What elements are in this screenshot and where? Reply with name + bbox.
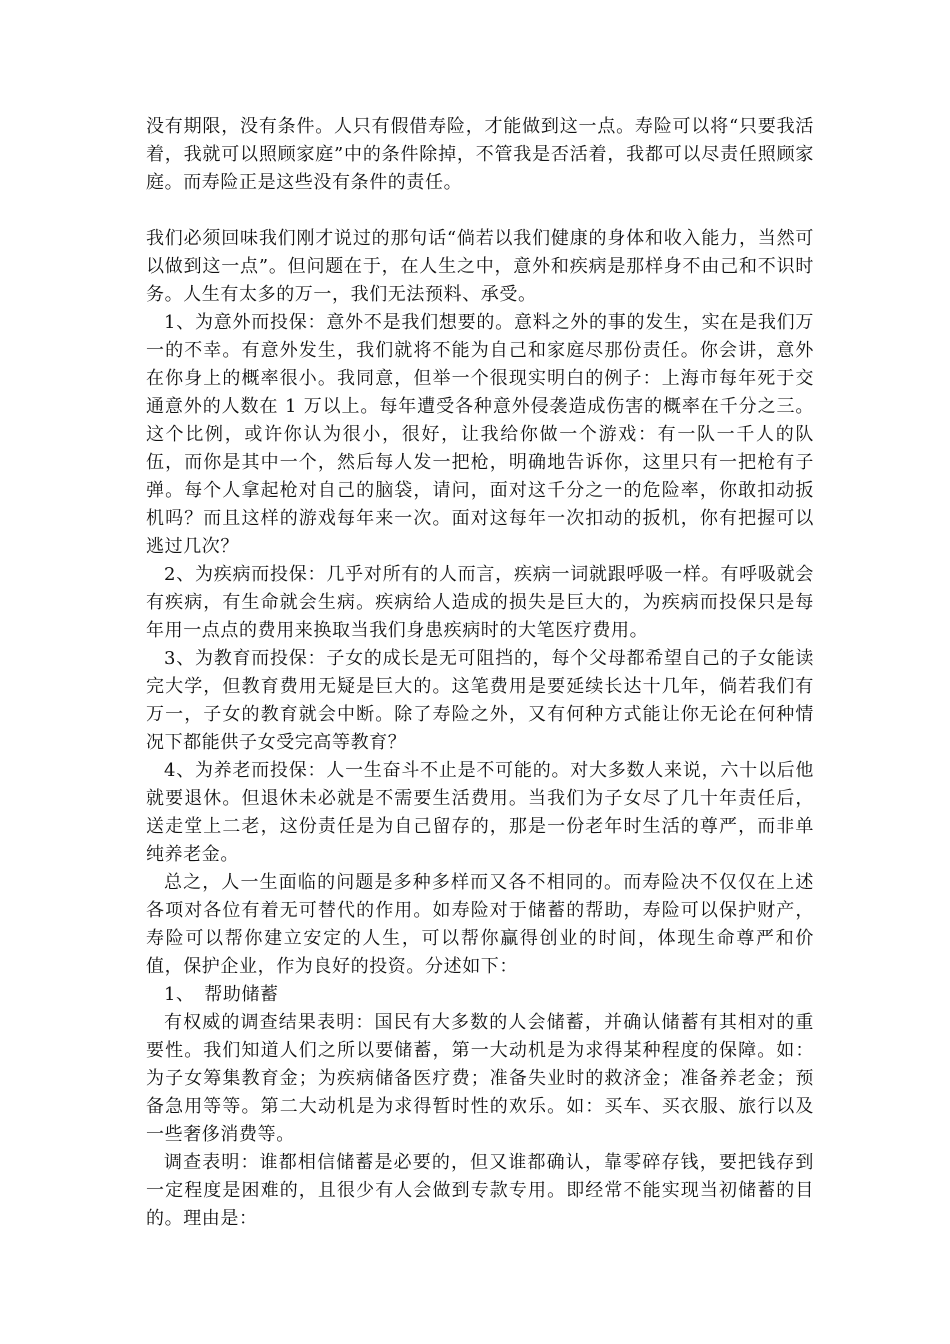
- paragraph-illness-insurance: 2、为疾病而投保：几乎对所有的人而言，疾病一词就跟呼吸一样。有呼吸就会有疾病，有生命就会生病。疾病给人造成的损失是巨大的，为疾病而投保只是每年用一点点的费用来换取当我们身患疾病时的大笔医疗费用。: [146, 564, 814, 641]
- paragraph-summary: 总之，人一生面临的问题是多种多样而又各不相同的。而寿险决不仅仅在上述各项对各位有着无可替代的作用。如寿险对于储蓄的帮助，寿险可以保护财产，寿险可以帮你建立安定的人生，可以帮你赢得创业的时间，体现生命尊严和价值，保护企业，作为良好的投资。分述如下：: [146, 872, 814, 977]
- section-heading-savings: 1、 帮助储蓄: [164, 984, 279, 1005]
- paragraph-retirement-insurance: 4、为养老而投保：人一生奋斗不止是不可能的。对大多数人来说，六十以后他就要退休。但退休未必就是不需要生活费用。当我们为子女尽了几十年责任后，送走堂上二老，这份责任是为自己留存的，那是一份老年时生活的尊严，而非单纯养老金。: [146, 760, 814, 865]
- paragraph-accident-insurance: 1、为意外而投保：意外不是我们想要的。意料之外的事的发生，实在是我们万一的不幸。有意外发生，我们就将不能为自己和家庭尽那份责任。你会讲，意外在你身上的概率很小。我同意，但举一个很现实明白的例子：上海市每年死于交通意外的人数在 1 万以上。每年遭受各种意外侵袭造成伤害的概率在千分之三。这个比例，或许你认为很小，很好，让我给你做一个游戏：有一队一千人的队伍，而你是其中一个，然后每人发一把枪，明确地告诉你，这里只有一把枪有子弹。每个人拿起枪对自己的脑袋，请问，面对这千分之一的危险率，你敢扣动扳机吗？而且这样的游戏每年来一次。面对这每年一次扣动的扳机，你有把握可以逃过几次？: [146, 312, 814, 557]
- paragraph-survey-results: 有权威的调查结果表明：国民有大多数的人会储蓄，并确认储蓄有其相对的重要性。我们知道人们之所以要储蓄，第一大动机是为求得某种程度的保障。如：为子女筹集教育金；为疾病储备医疗费；准备失业时的救济金；准备养老金；预备急用等等。第二大动机是为求得暂时性的欢乐。如：买车、买衣服、旅行以及一些奢侈消费等。: [146, 1012, 814, 1145]
- paragraph-education-insurance: 3、为教育而投保：子女的成长是无可阻挡的，每个父母都希望自己的子女能读完大学，但教育费用无疑是巨大的。这笔费用是要延续长达十几年，倘若我们有万一，子女的教育就会中断。除了寿险之外，又有何种方式能让你无论在何种情况下都能供子女受完高等教育？: [146, 648, 814, 753]
- paragraph-recall: 我们必须回味我们刚才说过的那句话“倘若以我们健康的身体和收入能力，当然可以做到这一点”。但问题在于，在人生之中，意外和疾病是那样身不由己和不识时务。人生有太多的万一，我们无法预料、承受。: [146, 228, 814, 305]
- paragraph-survey-conclusion: 调查表明：谁都相信储蓄是必要的，但又谁都确认，靠零碎存钱，要把钱存到一定程度是困难的，且很少有人会做到专款专用。即经常不能实现当初储蓄的目的。理由是：: [146, 1152, 814, 1229]
- document-body: [146, 113, 814, 1233]
- paragraph-intro: 没有期限，没有条件。人只有假借寿险，才能做到这一点。寿险可以将“只要我活着，我就可以照顾家庭”中的条件除掉，不管我是否活着，我都可以尽责任照顾家庭。而寿险正是这些没有条件的责任。: [146, 116, 814, 193]
